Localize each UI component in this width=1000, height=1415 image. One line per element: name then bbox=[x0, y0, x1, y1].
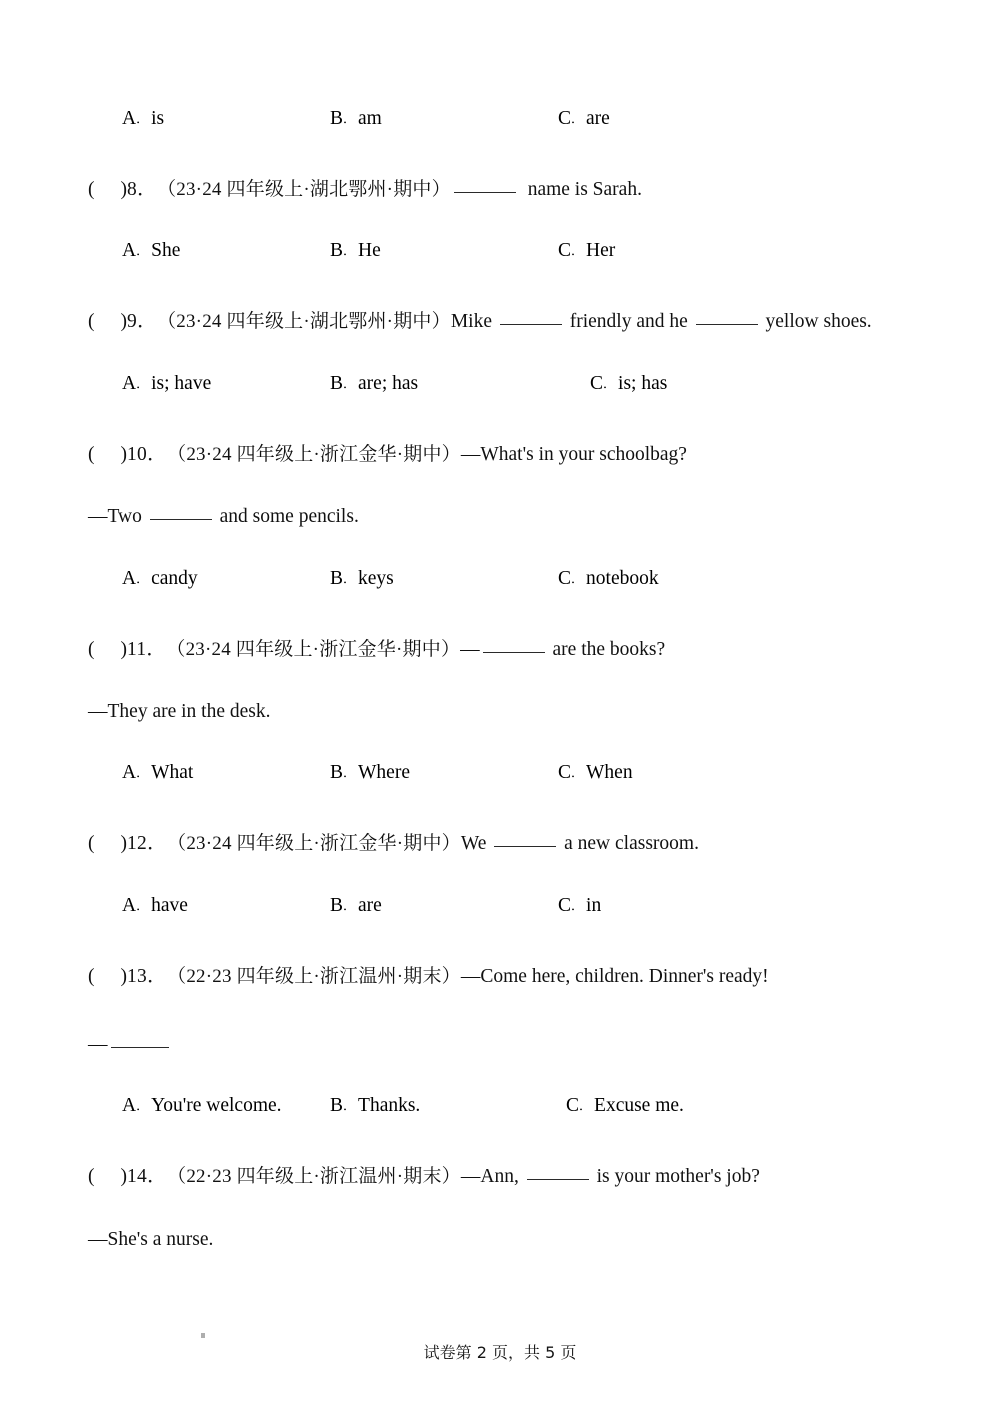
question-text-mid: friendly and he bbox=[564, 311, 693, 333]
option-key: C ． bbox=[566, 1095, 590, 1116]
question-number-dot: ． bbox=[137, 311, 157, 333]
option-text: Her bbox=[586, 240, 616, 262]
spacer bbox=[88, 202, 912, 240]
option-text: Thanks. bbox=[358, 1095, 421, 1117]
question-reply-13 bbox=[88, 1033, 912, 1057]
answer-bracket-open[interactable]: ( bbox=[88, 311, 95, 333]
answer-bracket-close: ) bbox=[120, 311, 127, 333]
option-text: am bbox=[358, 108, 382, 129]
question-number: 10 bbox=[127, 443, 148, 465]
option-key: B ． bbox=[330, 1095, 354, 1116]
spacer bbox=[88, 921, 912, 965]
answer-blank[interactable] bbox=[696, 324, 758, 325]
question-stem-10 bbox=[88, 443, 912, 467]
option-key: B ． bbox=[330, 895, 354, 916]
option-key: C ． bbox=[558, 762, 582, 783]
option-c[interactable] bbox=[558, 568, 659, 590]
answer-blank[interactable] bbox=[150, 519, 212, 520]
option-key: B ． bbox=[330, 568, 354, 589]
question-number-dot: ． bbox=[147, 1166, 167, 1188]
question-list bbox=[88, 108, 912, 1252]
question-number-dot: ． bbox=[146, 638, 166, 660]
option-key: A ． bbox=[122, 240, 147, 261]
answer-bracket-close: ) bbox=[120, 638, 127, 660]
spacer bbox=[88, 1121, 912, 1165]
option-text: candy bbox=[151, 567, 198, 589]
question-stem-12 bbox=[88, 832, 912, 856]
spacer bbox=[88, 1057, 912, 1095]
option-a[interactable] bbox=[122, 108, 164, 130]
question-text-before: Mike bbox=[450, 311, 497, 333]
question-number: 13 bbox=[127, 965, 148, 987]
option-key: B ． bbox=[330, 373, 354, 394]
answer-blank[interactable] bbox=[454, 192, 516, 193]
option-c[interactable] bbox=[566, 1095, 684, 1117]
question-stem-13 bbox=[88, 965, 912, 989]
question-text-before: —Ann, bbox=[460, 1166, 524, 1188]
option-key: B ． bbox=[330, 108, 354, 129]
option-c[interactable] bbox=[558, 895, 601, 917]
answer-bracket-open[interactable]: ( bbox=[88, 1166, 95, 1188]
question-number: 12 bbox=[127, 833, 148, 855]
option-key: A ． bbox=[122, 895, 147, 916]
question-number-dot: ． bbox=[147, 965, 167, 987]
option-key: C ． bbox=[590, 373, 614, 394]
option-c[interactable] bbox=[558, 762, 633, 784]
option-text: She bbox=[151, 240, 181, 262]
spacer bbox=[88, 530, 912, 568]
question-text-after: a new classroom. bbox=[559, 833, 699, 855]
option-c[interactable] bbox=[558, 108, 610, 130]
option-text: keys bbox=[358, 567, 394, 589]
question-source: （23·24 四年级上·浙江金华·期中） bbox=[176, 833, 461, 855]
question-stem-8 bbox=[88, 178, 912, 202]
option-key: C ． bbox=[558, 895, 582, 916]
reply-text-before: —Two bbox=[88, 506, 147, 528]
question-stem-14 bbox=[88, 1165, 912, 1189]
option-key: C ． bbox=[558, 108, 582, 129]
option-text: What bbox=[151, 762, 194, 784]
option-row bbox=[88, 1095, 912, 1121]
spacer bbox=[88, 134, 912, 178]
question-source: （22·23 四年级上·浙江温州·期末） bbox=[176, 1166, 461, 1188]
page-footer bbox=[0, 1340, 1000, 1363]
option-b[interactable] bbox=[330, 1095, 420, 1117]
option-text: notebook bbox=[586, 567, 659, 589]
question-stem-11 bbox=[88, 638, 912, 662]
spacer bbox=[88, 467, 912, 505]
question-source: （23·24 四年级上·湖北鄂州·期中） bbox=[166, 311, 451, 333]
spacer bbox=[88, 335, 912, 373]
question-text-after: yellow shoes. bbox=[760, 311, 872, 333]
option-b[interactable] bbox=[330, 762, 410, 784]
footer-text: 试卷第 2 页，共 5 页 bbox=[423, 1343, 577, 1362]
option-c[interactable] bbox=[558, 240, 615, 262]
question-source: （23·24 四年级上·湖北鄂州·期中） bbox=[166, 179, 451, 200]
option-text: is bbox=[151, 108, 165, 129]
question-text: —What's in your schoolbag? bbox=[460, 443, 687, 465]
question-number-dot: ． bbox=[147, 833, 167, 855]
spacer bbox=[88, 1190, 912, 1228]
option-a[interactable] bbox=[122, 1095, 282, 1117]
question-text-before: — bbox=[460, 638, 480, 660]
answer-blank[interactable] bbox=[111, 1047, 169, 1048]
option-b[interactable] bbox=[330, 240, 381, 262]
option-b[interactable] bbox=[330, 895, 382, 917]
option-a[interactable] bbox=[122, 895, 188, 917]
option-key: A ． bbox=[122, 762, 147, 783]
question-reply-10 bbox=[88, 505, 912, 529]
spacer bbox=[88, 662, 912, 700]
option-text: He bbox=[358, 240, 381, 262]
option-row bbox=[88, 373, 912, 399]
question-number-dot: ． bbox=[137, 179, 157, 200]
option-row bbox=[88, 108, 912, 134]
question-text-after: is your mother's job? bbox=[591, 1166, 760, 1188]
option-b[interactable] bbox=[330, 568, 394, 590]
option-text: in bbox=[586, 894, 602, 916]
reply-text-before: — bbox=[88, 1034, 108, 1055]
option-key: A ． bbox=[122, 568, 147, 589]
scan-artifact-speck bbox=[201, 1333, 205, 1338]
option-row bbox=[88, 762, 912, 788]
question-number-dot: ． bbox=[147, 443, 167, 465]
answer-blank[interactable] bbox=[483, 652, 545, 653]
spacer bbox=[88, 724, 912, 762]
answer-bracket-open[interactable]: ( bbox=[88, 179, 95, 200]
question-stem-9 bbox=[88, 310, 912, 334]
option-key: A ． bbox=[122, 108, 147, 129]
option-text: When bbox=[586, 762, 633, 784]
question-number: 8 bbox=[127, 179, 138, 200]
option-row bbox=[88, 240, 912, 266]
answer-bracket-close: ) bbox=[120, 1166, 127, 1188]
question-reply-14: —She's a nurse. bbox=[88, 1228, 214, 1250]
answer-bracket-open[interactable]: ( bbox=[88, 965, 95, 987]
option-key: B ． bbox=[330, 240, 354, 261]
answer-bracket-close: ) bbox=[120, 965, 127, 987]
reply-text-after: and some pencils. bbox=[214, 506, 359, 528]
option-a[interactable] bbox=[122, 373, 211, 395]
spacer bbox=[88, 399, 912, 443]
answer-bracket-close: ) bbox=[120, 833, 127, 855]
question-text: —Come here, children. Dinner's ready! bbox=[460, 965, 769, 987]
option-text: are bbox=[358, 894, 382, 916]
question-source: （23·24 四年级上·浙江金华·期中） bbox=[176, 443, 461, 465]
question-source: （23·24 四年级上·浙江金华·期中） bbox=[175, 638, 461, 660]
option-text: is; has bbox=[618, 372, 668, 394]
option-key: C ． bbox=[558, 568, 582, 589]
option-b[interactable] bbox=[330, 373, 418, 395]
option-key: B ． bbox=[330, 762, 354, 783]
spacer bbox=[88, 989, 912, 1033]
spacer bbox=[88, 857, 912, 895]
option-key: A ． bbox=[122, 1095, 147, 1116]
answer-blank[interactable] bbox=[527, 1179, 589, 1180]
spacer bbox=[88, 266, 912, 310]
spacer bbox=[88, 788, 912, 832]
answer-bracket-open[interactable]: ( bbox=[88, 638, 95, 660]
answer-bracket-close: ) bbox=[120, 443, 127, 465]
option-c[interactable] bbox=[590, 373, 667, 395]
question-source: （22·23 四年级上·浙江温州·期末） bbox=[176, 965, 461, 987]
option-key: A ． bbox=[122, 373, 147, 394]
question-text: name is Sarah. bbox=[522, 179, 642, 200]
option-b[interactable] bbox=[330, 108, 382, 130]
option-text: Where bbox=[358, 762, 410, 784]
question-number: 9 bbox=[127, 311, 138, 333]
answer-bracket-open[interactable]: ( bbox=[88, 833, 95, 855]
question-number: 14 bbox=[127, 1166, 148, 1188]
question-reply-11: —They are in the desk. bbox=[88, 700, 271, 722]
option-text: are bbox=[586, 108, 610, 129]
option-a[interactable] bbox=[122, 240, 180, 262]
answer-blank[interactable] bbox=[494, 846, 556, 847]
question-text-before: We bbox=[460, 833, 492, 855]
option-a[interactable] bbox=[122, 568, 198, 590]
option-key: C ． bbox=[558, 240, 582, 261]
option-text: have bbox=[151, 894, 188, 916]
option-text: is; have bbox=[151, 372, 212, 394]
option-a[interactable] bbox=[122, 762, 193, 784]
question-text-after: are the books? bbox=[547, 638, 666, 660]
spacer bbox=[88, 594, 912, 638]
option-row bbox=[88, 895, 912, 921]
question-number: 11 bbox=[127, 638, 147, 660]
answer-bracket-close: ) bbox=[120, 179, 127, 200]
option-text: are; has bbox=[358, 372, 419, 394]
option-text: Excuse me. bbox=[594, 1095, 684, 1117]
option-text: You're welcome. bbox=[151, 1095, 282, 1117]
answer-bracket-open[interactable]: ( bbox=[88, 443, 95, 465]
answer-blank[interactable] bbox=[500, 324, 562, 325]
option-row bbox=[88, 568, 912, 594]
